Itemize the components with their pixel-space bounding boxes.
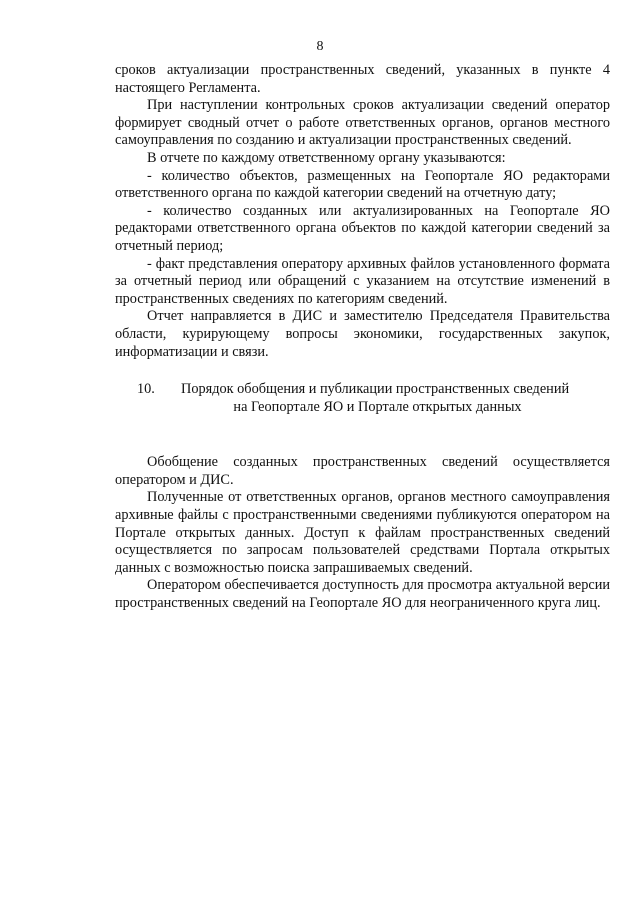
paragraph: Оператором обеспечивается доступность для просмотра актуальной версии пространственных сведений на Геопортале ЯО для неограниченного круга лиц. (115, 577, 610, 612)
paragraph: В отчете по каждому ответственному органу указываются: (147, 149, 506, 166)
section-title-line2: на Геопортале ЯО и Портале открытых данных (233, 398, 522, 415)
paragraph: сроков актуализации пространственных сведений, указанных в пункте 4 настоящего Регламента. (115, 62, 610, 96)
section-number: 10. (137, 381, 155, 398)
paragraph: Отчет направляется в ДИС и заместителю Председателя Правительства области, курирующему вопросы экономики, государственных закупок, информатизации и связи. (115, 308, 610, 360)
paragraph: Обобщение созданных пространственных сведений осуществляется оператором и ДИС. (115, 454, 610, 488)
page-number: 8 (316, 39, 324, 54)
list-item: - количество созданных или актуализированных на Геопортале ЯО редакторами ответственного органа объектов по каждой категории сведений за отчетный период; (115, 202, 610, 254)
document-body (115, 62, 610, 613)
section-heading-line1 (115, 381, 610, 399)
section-heading (115, 381, 610, 416)
list-item: - количество объектов, размещенных на Геопортале ЯО редакторами ответственного органа по каждой категории сведений на отчетную дату; (115, 167, 610, 202)
paragraph: Полученные от ответственных органов, органов местного самоуправления архивные файлы с пространственными сведениями публикуются оператором на Портале открытых данных. Доступ к файлам пространственных сведений осуществляется по запросам пользователей средствами Портала открытых данных с возможностью поиска запрашиваемых сведений. (115, 489, 610, 576)
paragraph: При наступлении контрольных сроков актуализации сведений оператор формирует сводный отчет о работе ответственных органов, органов местного самоуправления по созданию и актуализации пространственных сведений. (115, 97, 610, 149)
section-title-line1: Порядок обобщения и публикации пространственных сведений (181, 381, 570, 398)
list-item: - факт представления оператору архивных файлов установленного формата за отчетный период или обращений с указанием на отсутствие изменений в пространственных сведениях по категориям сведений. (115, 255, 610, 307)
